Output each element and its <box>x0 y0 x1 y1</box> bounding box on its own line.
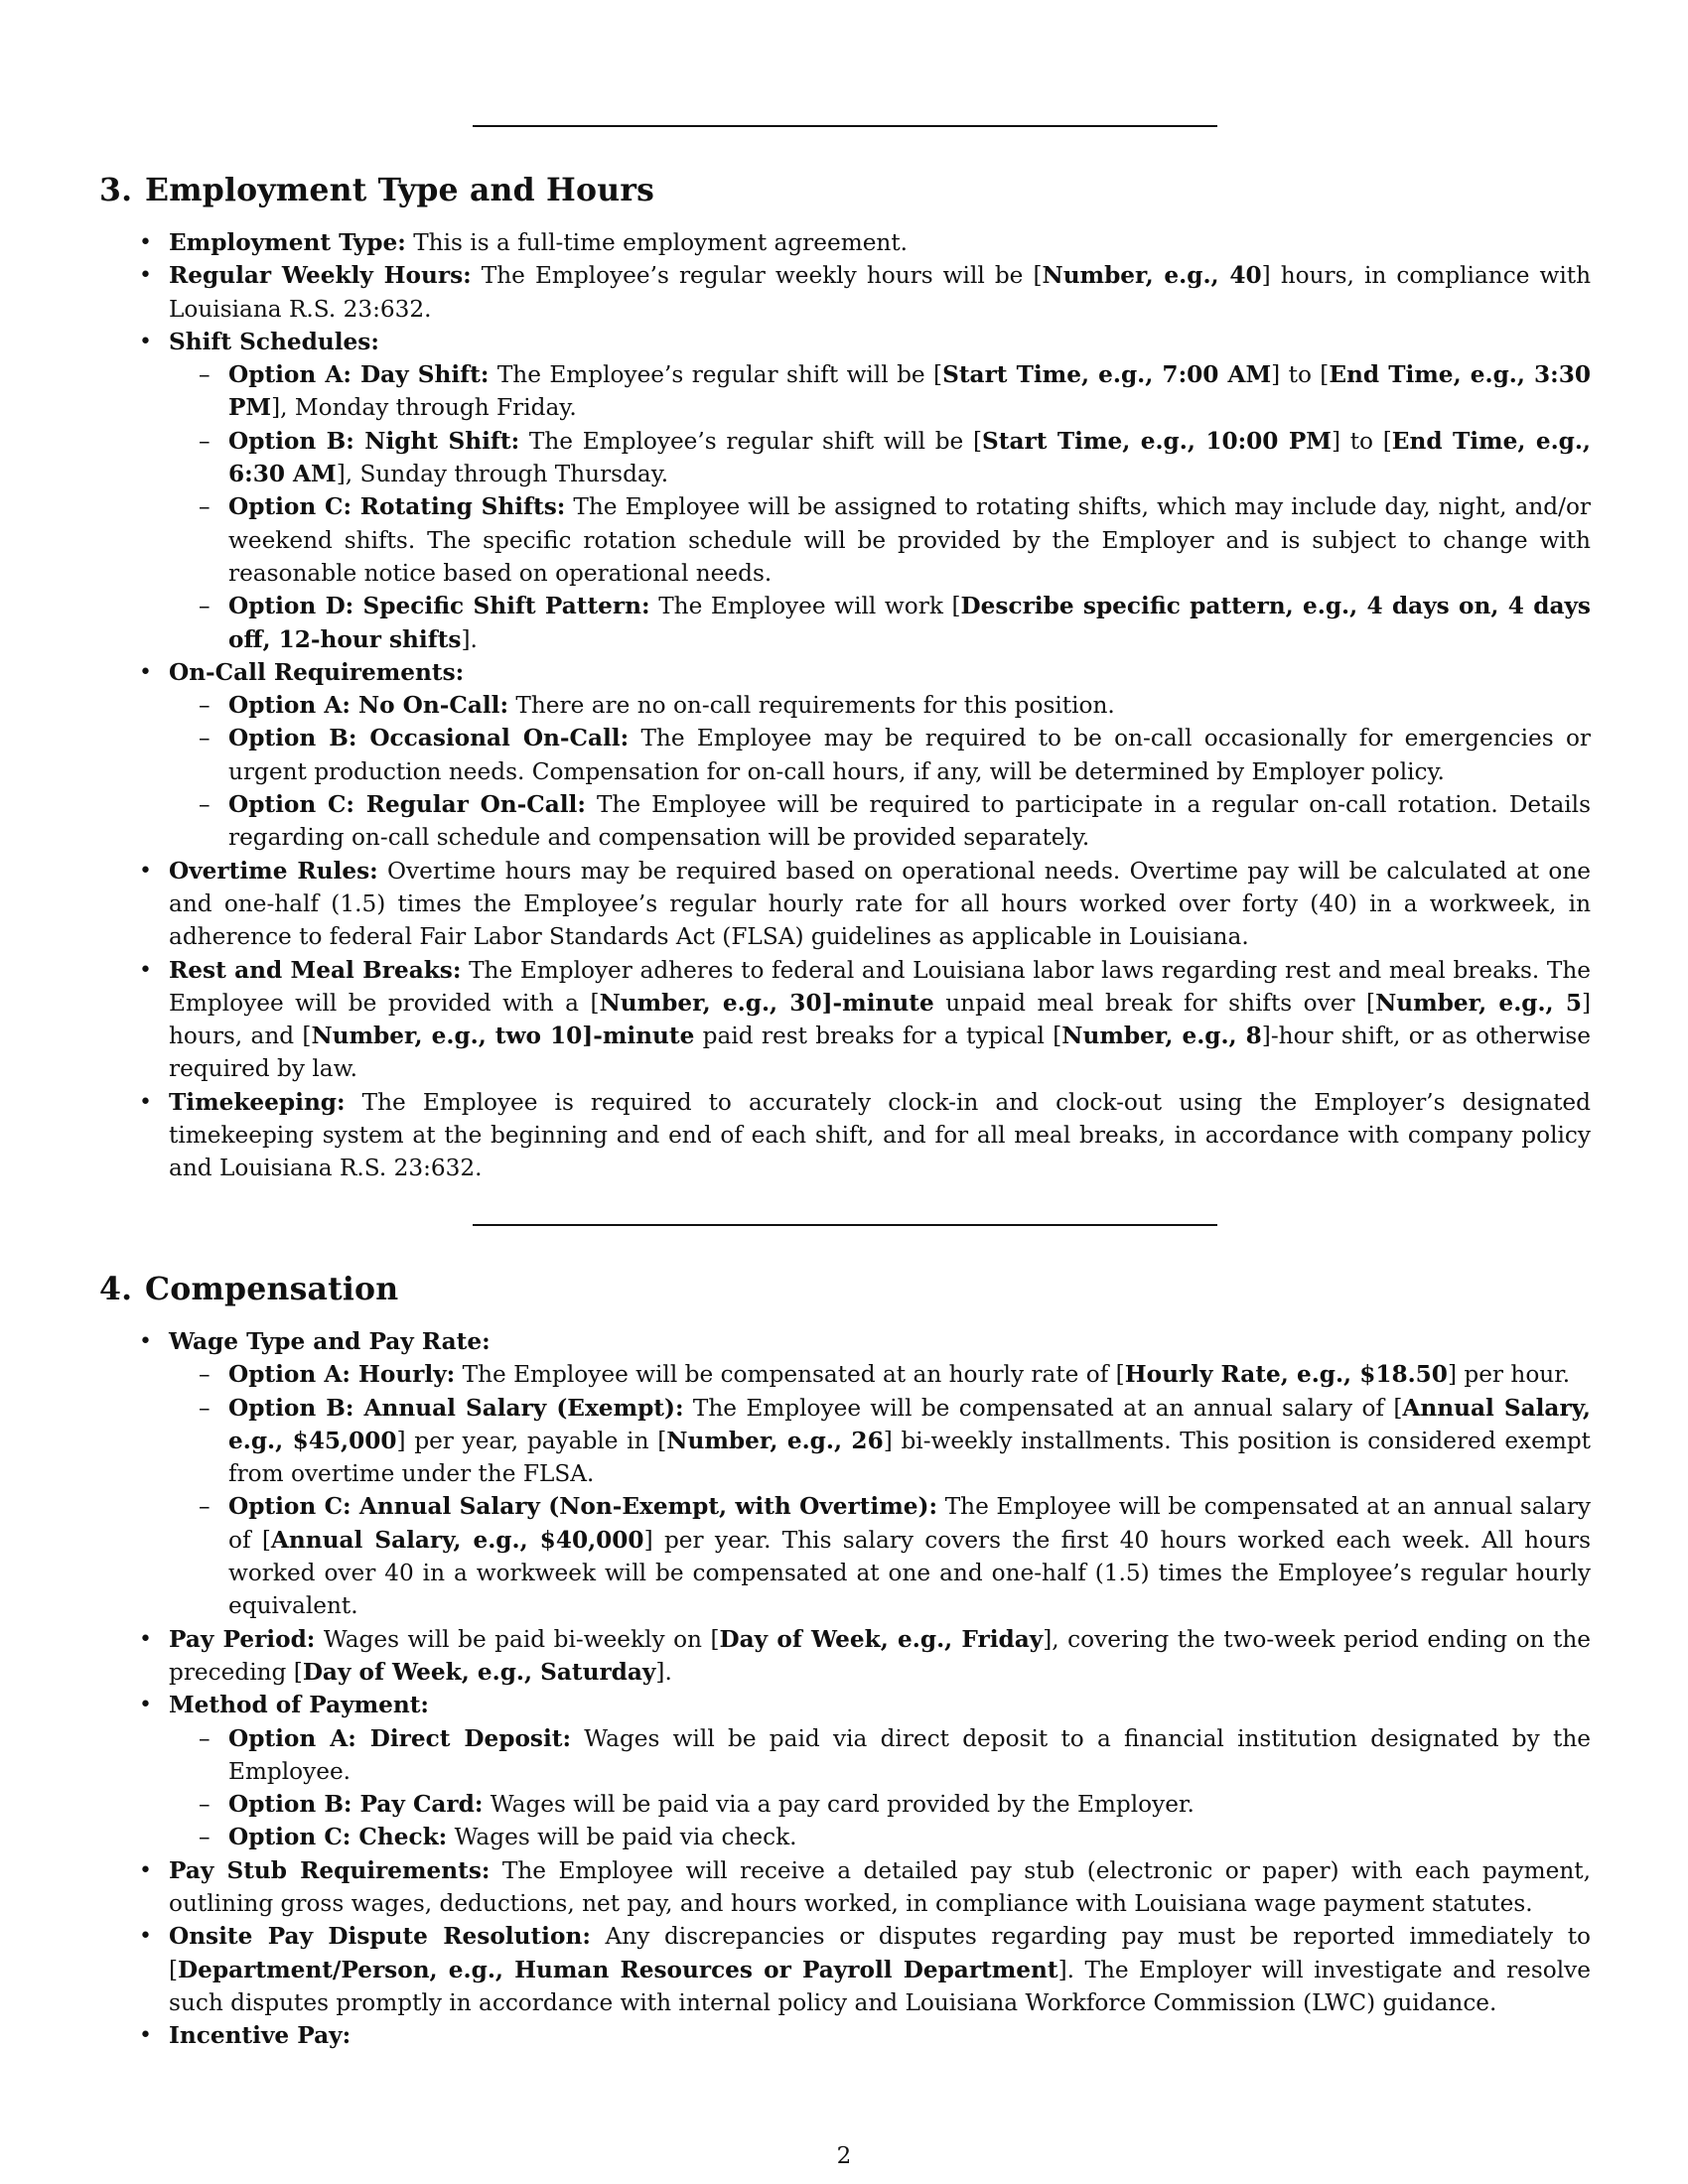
sublist-item-direct-deposit: – Option A: Direct Deposit: Wages will be paid via direct deposit to a financial institution designated by the Employee. <box>228 1722 1591 1789</box>
section-title: Employment Type and Hours <box>145 172 655 208</box>
list-item-payment-method: • Method of Payment: – Option A: Direct Deposit: Wages will be paid via direct deposit to a financial institution designated by the Employee. – Option B: Pay Card: Wages will be paid via a pay card provided by the Employer. – Option C: Check: Wages will be paid via check. <box>169 1689 1591 1853</box>
sublist-item-salary-exempt: – Option B: Annual Salary (Exempt): The Employee will be compensated at an annual salary of [Annual Salary, e.g., $45,000] per year, payable in [Number, e.g., 26] bi-weekly installments. This position is considered exempt from overtime under the FLSA. <box>228 1392 1591 1491</box>
list-item-pay-dispute: • Onsite Pay Dispute Resolution: Any discrepancies or disputes regarding pay must be reported immediately to [Department/Person, e.g., Human Resources or Payroll Department]. The Employer will investigate and resolve such disputes promptly in accordance with internal policy and Louisiana Workforce Commission (LWC) guidance. <box>169 1920 1591 2019</box>
list-item-pay-period: • Pay Period: Wages will be paid bi-weekly on [Day of Week, e.g., Friday], covering the two-week period ending on the preceding [Day of Week, e.g., Saturday]. <box>169 1623 1591 1690</box>
sublist-item-no-on-call: – Option A: No On-Call: There are no on-call requirements for this position. <box>228 689 1591 722</box>
section-3-body <box>169 226 1591 1185</box>
sublist-item-rotating-shifts: – Option C: Rotating Shifts: The Employee will be assigned to rotating shifts, which may include day, night, and/or weekend shifts. The specific rotation schedule will be provided by the Employer and is subject to change with reasonable notice based on operational needs. <box>228 490 1591 590</box>
sublist-item-specific-pattern: – Option D: Specific Shift Pattern: The Employee will work [Describe specific pattern, e.g., 4 days on, 4 days off, 12-hour shifts]. <box>228 590 1591 656</box>
list-item-breaks: • Rest and Meal Breaks: The Employer adheres to federal and Louisiana labor laws regarding rest and meal breaks. The Employee will be provided with a [Number, e.g., 30]-minute unpaid meal break for shifts over [Number, e.g., 5] hours, and [Number, e.g., two 10]-minute paid rest breaks for a typical [Number, e.g., 8]-hour shift, or as otherwise required by law. <box>169 954 1591 1086</box>
sublist-item-pay-card: – Option B: Pay Card: Wages will be paid via a pay card provided by the Employer. <box>228 1788 1591 1821</box>
list-item-on-call: • On-Call Requirements: – Option A: No On-Call: There are no on-call requirements for this position. – Option B: Occasional On-Call: The Employee may be required to be on-call occasionally for emergencies or urgent production needs. Compensation for on-call hours, if any, will be determined by Employer policy. – Option C: Regular On-Call: The Employee will be required to participate in a regular on-call rotation. Details regarding on-call schedule and compensation will be provided separately. <box>169 656 1591 855</box>
section-divider <box>473 1224 1217 1226</box>
page-number: 2 <box>836 2143 852 2169</box>
list-item-timekeeping: • Timekeeping: The Employee is required to accurately clock-in and clock-out using the Employer’s designated timekeeping system at the beginning and end of each shift, and for all meal breaks, in accordance with company policy and Louisiana R.S. 23:632. <box>169 1086 1591 1185</box>
section-number: 4. <box>99 1271 133 1307</box>
sublist-item-occasional-on-call: – Option B: Occasional On-Call: The Employee may be required to be on-call occasionally for emergencies or urgent production needs. Compensation for on-call hours, if any, will be determined by Employer policy. <box>228 722 1591 788</box>
list-item-overtime: • Overtime Rules: Overtime hours may be required based on operational needs. Overtime pay will be calculated at one and one-half (1.5) times the Employee’s regular hourly rate for all hours worked over forty (40) in a workweek, in adherence to federal Fair Labor Standards Act (FLSA) guidelines as applicable in Louisiana. <box>169 855 1591 954</box>
list-item-employment-type: • Employment Type: This is a full-time employment agreement. <box>169 226 1591 259</box>
section-title: Compensation <box>145 1271 399 1307</box>
section-4-heading <box>99 1271 398 1307</box>
section-divider <box>473 125 1217 127</box>
section-4-body <box>169 1325 1591 2053</box>
section-3-heading <box>99 172 654 208</box>
sublist-item-regular-on-call: – Option C: Regular On-Call: The Employee will be required to participate in a regular on-call rotation. Details regarding on-call schedule and compensation will be provided separately. <box>228 788 1591 855</box>
sublist-item-check: – Option C: Check: Wages will be paid via check. <box>228 1821 1591 1853</box>
list-item-regular-hours: • Regular Weekly Hours: The Employee’s regular weekly hours will be [Number, e.g., 40] hours, in compliance with Louisiana R.S. 23:632. <box>169 259 1591 326</box>
list-item-incentive-pay: • Incentive Pay: <box>169 2019 1591 2052</box>
sublist-item-day-shift: – Option A: Day Shift: The Employee’s regular shift will be [Start Time, e.g., 7:00 AM] to [End Time, e.g., 3:30 PM], Monday through Friday. <box>228 358 1591 425</box>
list-item-shift-schedules: • Shift Schedules: – Option A: Day Shift: The Employee’s regular shift will be [Start Time, e.g., 7:00 AM] to [End Time, e.g., 3:30 PM], Monday through Friday. – Option B: Night Shift: The Employee’s regular shift will be [Start Time, e.g., 10:00 PM] to [End Time, e.g., 6:30 AM], Sunday through Thursday. – Option C: Rotating Shifts: The Employee will be assigned to rotating shifts, which may include day, night, and/or weekend shifts. The specific rotation schedule will be provided by the Employer and is subject to change with reasonable notice based on operational needs. – Option D: Specific Shift Pattern: The Employee will work [Describe specific pattern, e.g., 4 days on, 4 days off, 12-hour shifts]. <box>169 326 1591 656</box>
list-item-pay-stub: • Pay Stub Requirements: The Employee will receive a detailed pay stub (electronic or paper) with each payment, outlining gross wages, deductions, net pay, and hours worked, in compliance with Louisiana wage payment statutes. <box>169 1854 1591 1921</box>
sublist-item-night-shift: – Option B: Night Shift: The Employee’s regular shift will be [Start Time, e.g., 10:00 PM] to [End Time, e.g., 6:30 AM], Sunday through Thursday. <box>228 425 1591 491</box>
sublist-item-hourly: – Option A: Hourly: The Employee will be compensated at an hourly rate of [Hourly Rate, e.g., $18.50] per hour. <box>228 1358 1591 1391</box>
list-item-wage-type: • Wage Type and Pay Rate: – Option A: Hourly: The Employee will be compensated at an hourly rate of [Hourly Rate, e.g., $18.50] per hour. – Option B: Annual Salary (Exempt): The Employee will be compensated at an annual salary of [Annual Salary, e.g., $45,000] per year, payable in [Number, e.g., 26] bi-weekly installments. This position is considered exempt from overtime under the FLSA. – Option C: Annual Salary (Non-Exempt, with Overtime): The Employee will be compensated at an annual salary of [Annual Salary, e.g., $40,000] per year. This salary covers the first 40 hours worked each week. All hours worked over 40 in a workweek will be compensated at one and one-half (1.5) times the Employee’s regular hourly equivalent. <box>169 1325 1591 1623</box>
sublist-item-salary-non-exempt: – Option C: Annual Salary (Non-Exempt, with Overtime): The Employee will be compensated at an annual salary of [Annual Salary, e.g., $40,000] per year. This salary covers the first 40 hours worked each week. All hours worked over 40 in a workweek will be compensated at one and one-half (1.5) times the Employee’s regular hourly equivalent. <box>228 1490 1591 1622</box>
section-number: 3. <box>99 172 133 208</box>
